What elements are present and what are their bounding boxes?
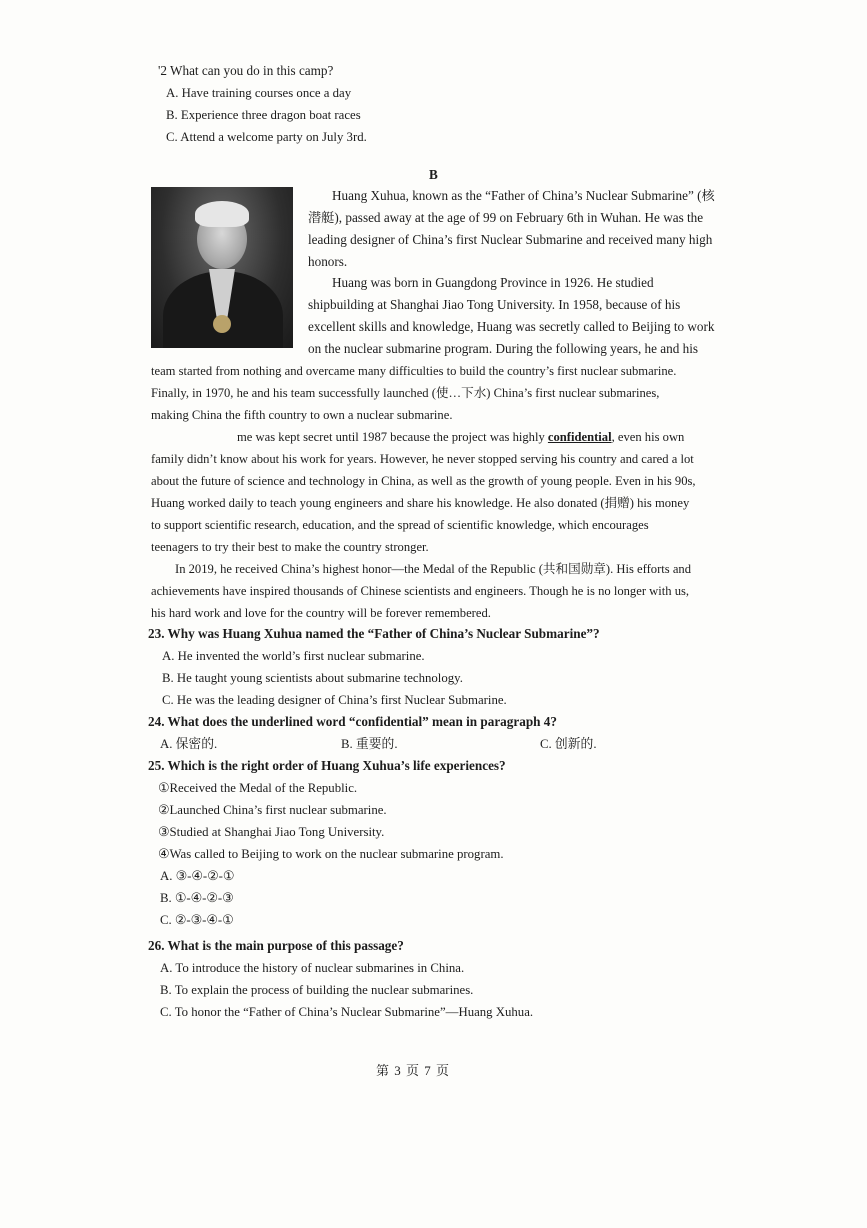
option-a: A. ③-④-②-① xyxy=(160,869,235,883)
option-c: C. ②-③-④-① xyxy=(160,913,234,927)
option-b: B. To explain the process of building the nuclear submarines. xyxy=(160,983,474,997)
prev-option-b: B. Experience three dragon boat races xyxy=(166,108,361,122)
p2-line: team started from nothing and overcame many difficulties to build the country’s first nuclear submarine. xyxy=(151,364,677,378)
p2-line: Huang was born in Guangdong Province in 1926. He studied xyxy=(332,275,654,290)
question-25 xyxy=(148,755,748,931)
p3-line: Huang worked daily to teach young engineers and share his knowledge. He also donated (捐赠) his money xyxy=(151,496,690,510)
question-stem: 25. Which is the right order of Huang Xuhua’s life experiences? xyxy=(148,758,506,773)
event-item: ①Received the Medal of the Republic. xyxy=(158,781,358,795)
prev-option-c: C. Attend a welcome party on July 3rd. xyxy=(166,130,367,144)
option-b: B. 重要的. xyxy=(341,737,398,751)
options-row xyxy=(148,733,748,755)
p2-line: excellent skills and knowledge, Huang was secretly called to Beijing to work xyxy=(308,319,715,334)
article-paragraph-2 xyxy=(308,272,722,360)
p4-line: In 2019, he received China’s highest honor—the Medal of the Republic (共和国勋章). His efforts and xyxy=(175,562,691,576)
event-item: ④Was called to Beijing to work on the nuclear submarine program. xyxy=(158,847,504,861)
p3-first-line xyxy=(151,426,722,448)
p2-line: on the nuclear submarine program. During the following years, he and his xyxy=(308,341,699,356)
p2-line: Finally, in 1970, he and his team successfully launched (使…下水) China’s first nuclear submarines, xyxy=(151,386,660,400)
p1-line: leading designer of China’s first Nuclear Submarine and received many high xyxy=(308,232,713,247)
underlined-word-confidential: confidential xyxy=(547,430,612,444)
section-label: B xyxy=(429,167,438,182)
p2-line: shipbuilding at Shanghai Jiao Tong University. In 1958, because of his xyxy=(308,297,681,312)
option-b: B. ①-④-②-③ xyxy=(160,891,234,905)
option-a: A. 保密的. xyxy=(160,737,218,751)
p4-line: his hard work and love for the country will be forever remembered. xyxy=(151,606,491,620)
question-stem: 23. Why was Huang Xuhua named the “Father of China’s Nuclear Submarine”? xyxy=(148,626,600,641)
prev-question xyxy=(158,60,367,148)
medal-icon xyxy=(213,315,231,333)
p3-line: teenagers to try their best to make the country stronger. xyxy=(151,540,429,554)
prev-option-a: A. Have training courses once a day xyxy=(166,86,352,100)
portrait-hair xyxy=(195,201,249,227)
p1-line: 潜艇), passed away at the age of 99 on February 6th in Wuhan. He was the xyxy=(308,210,704,225)
article-paragraph-3 xyxy=(151,426,722,558)
article-paragraph-2-cont xyxy=(151,360,722,426)
option-c: C. 创新的. xyxy=(540,737,597,751)
p1-line: honors. xyxy=(308,254,348,269)
article-paragraph-4 xyxy=(151,558,722,624)
question-stem: 24. What does the underlined word “confidential” mean in paragraph 4? xyxy=(148,714,557,729)
p3-text: , even his own xyxy=(611,430,685,444)
page-number: 第 3 页 7 页 xyxy=(376,1063,451,1078)
prev-question-stem: '2 What can you do in this camp? xyxy=(158,63,334,78)
p3-line: family didn’t know about his work for years. However, he never stopped serving his country and cared a lot xyxy=(151,452,694,466)
p2-line: making China the fifth country to own a nuclear submarine. xyxy=(151,408,453,422)
question-stem: 26. What is the main purpose of this passage? xyxy=(148,938,404,953)
article-paragraph-1 xyxy=(308,185,722,273)
p3-line: to support scientific research, education, and the spread of scientific knowledge, which encourages xyxy=(151,518,649,532)
question-24 xyxy=(148,711,748,755)
p3-line: about the future of science and technology in China, as well as the growth of young people. Even in his 90s, xyxy=(151,474,696,488)
p1-line: Huang Xuhua, known as the “Father of China’s Nuclear Submarine” (核 xyxy=(332,188,715,203)
question-23 xyxy=(148,623,748,711)
portrait-photo xyxy=(151,187,293,348)
option-a: A. He invented the world’s first nuclear submarine. xyxy=(162,649,425,663)
option-c: C. He was the leading designer of China’s first Nuclear Submarine. xyxy=(162,693,507,707)
question-26 xyxy=(148,935,748,1023)
event-item: ③Studied at Shanghai Jiao Tong University. xyxy=(158,825,385,839)
event-item: ②Launched China’s first nuclear submarine. xyxy=(158,803,387,817)
option-b: B. He taught young scientists about submarine technology. xyxy=(162,671,463,685)
p4-line: achievements have inspired thousands of Chinese scientists and engineers. Though he is no longer with us, xyxy=(151,584,690,598)
option-a: A. To introduce the history of nuclear submarines in China. xyxy=(160,961,465,975)
p3-text: me was kept secret until 1987 because the project was highly xyxy=(237,430,548,444)
option-c: C. To honor the “Father of China’s Nuclear Submarine”—Huang Xuhua. xyxy=(160,1005,534,1019)
